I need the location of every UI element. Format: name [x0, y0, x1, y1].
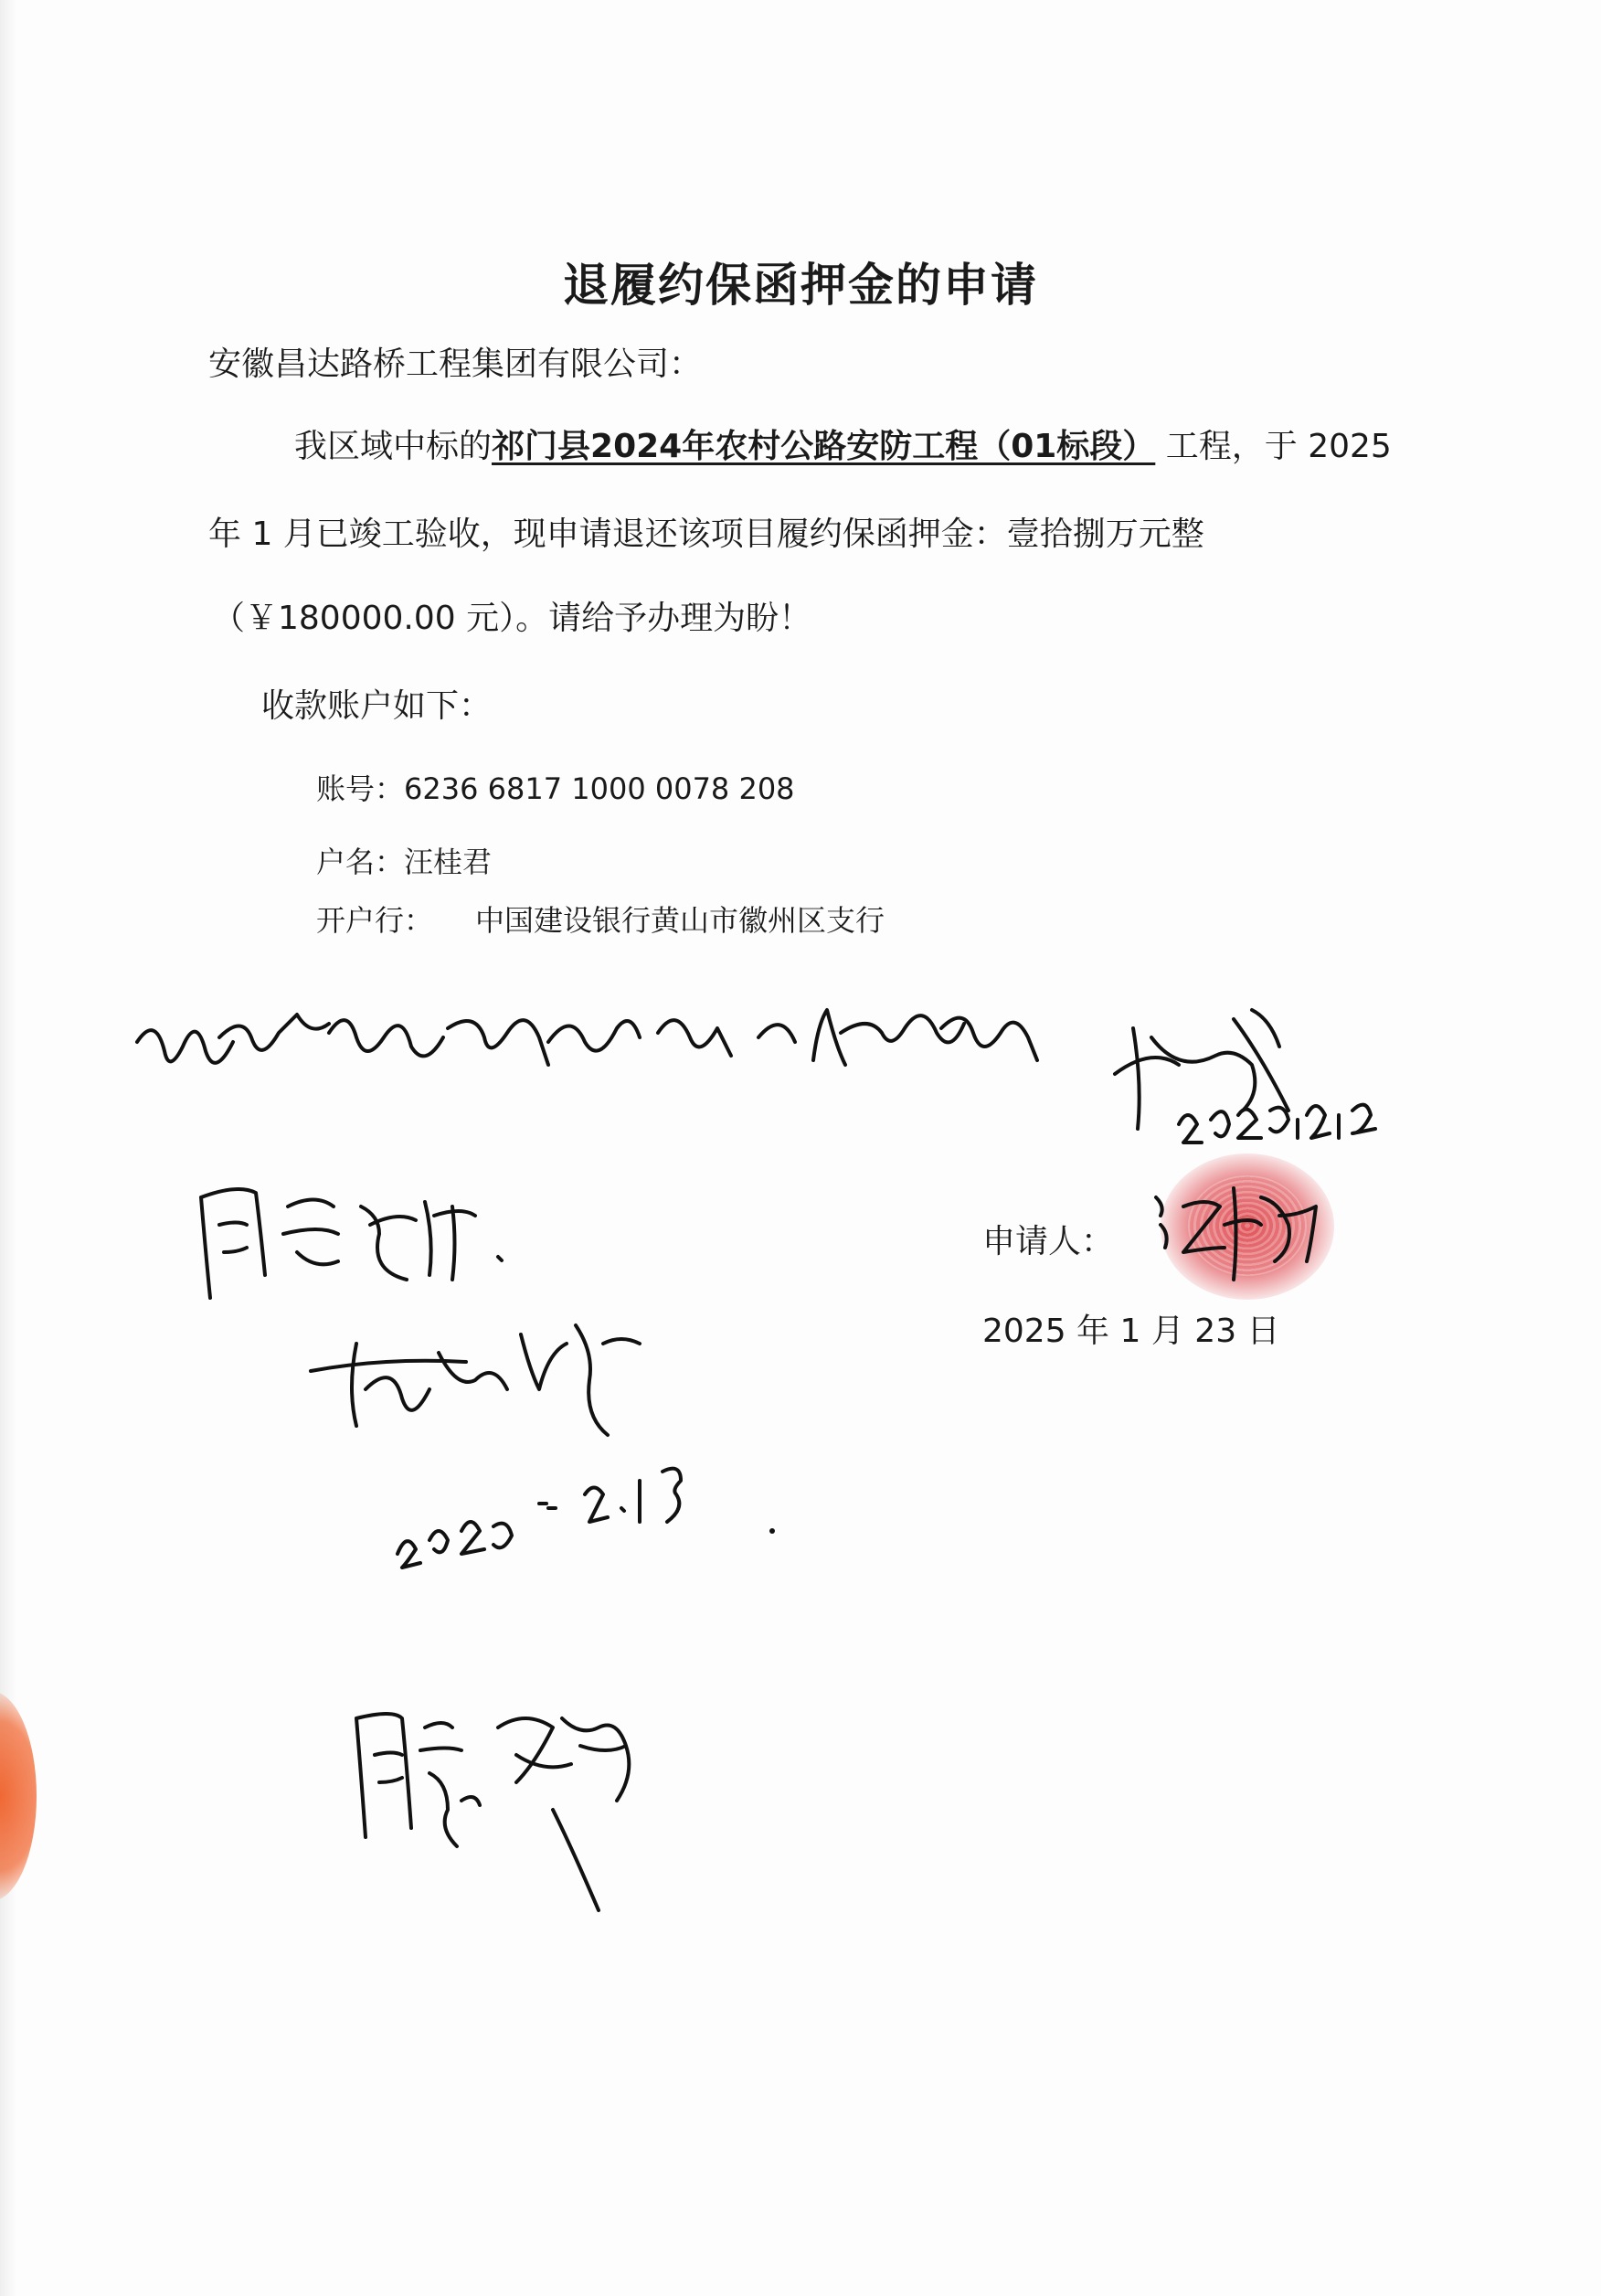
recipient-line: 安徽昌达路桥工程集团有限公司： — [208, 345, 703, 383]
body-line-1-suffix: 工程，于 2025 — [1165, 428, 1392, 465]
account-number-row — [316, 766, 795, 808]
document-title: 退履约保函押金的申请 — [563, 259, 1038, 312]
account-holder-label: 户名： — [316, 845, 405, 879]
applicant-signature — [1142, 1170, 1343, 1289]
body-line-1-prefix: 我区域中标的 — [294, 428, 493, 465]
body-line-3: （￥180000.00 元）。请给予办理为盼！ — [212, 600, 812, 637]
account-bank-row — [316, 898, 885, 940]
account-bank-label: 开户行： — [316, 903, 434, 938]
handwritten-approval-1 — [187, 1170, 535, 1316]
account-number-label: 账号： — [316, 771, 405, 806]
account-number-value: 6236 6817 1000 0078 208 — [404, 771, 795, 806]
account-holder-row — [316, 839, 492, 881]
account-bank-value: 中国建设银行黄山市徽州区支行 — [475, 903, 885, 938]
applicant-date: 2025 年 1 月 23 日 — [982, 1313, 1280, 1350]
account-intro: 收款账户如下： — [261, 687, 493, 725]
body-line-1 — [294, 420, 1392, 467]
project-name: 祁门县2024年农村公路安防工程（01标段） — [492, 428, 1156, 465]
edge-artifact — [0, 1691, 37, 1901]
applicant-label: 申请人： — [982, 1223, 1115, 1260]
body-line-2: 年 1 月已竣工验收，现申请退还该项目履约保函押金：壹拾捌万元整 — [208, 516, 1204, 553]
handwritten-approval-1-signature — [302, 1316, 667, 1444]
handwritten-approval-2 — [343, 1691, 690, 1919]
account-holder-value: 汪桂君 — [404, 845, 493, 879]
handwritten-approval-1-date — [388, 1453, 781, 1572]
handwritten-note-line — [119, 987, 1124, 1097]
scan-edge-shadow — [0, 0, 16, 2296]
handwritten-note-date — [1170, 1092, 1389, 1147]
